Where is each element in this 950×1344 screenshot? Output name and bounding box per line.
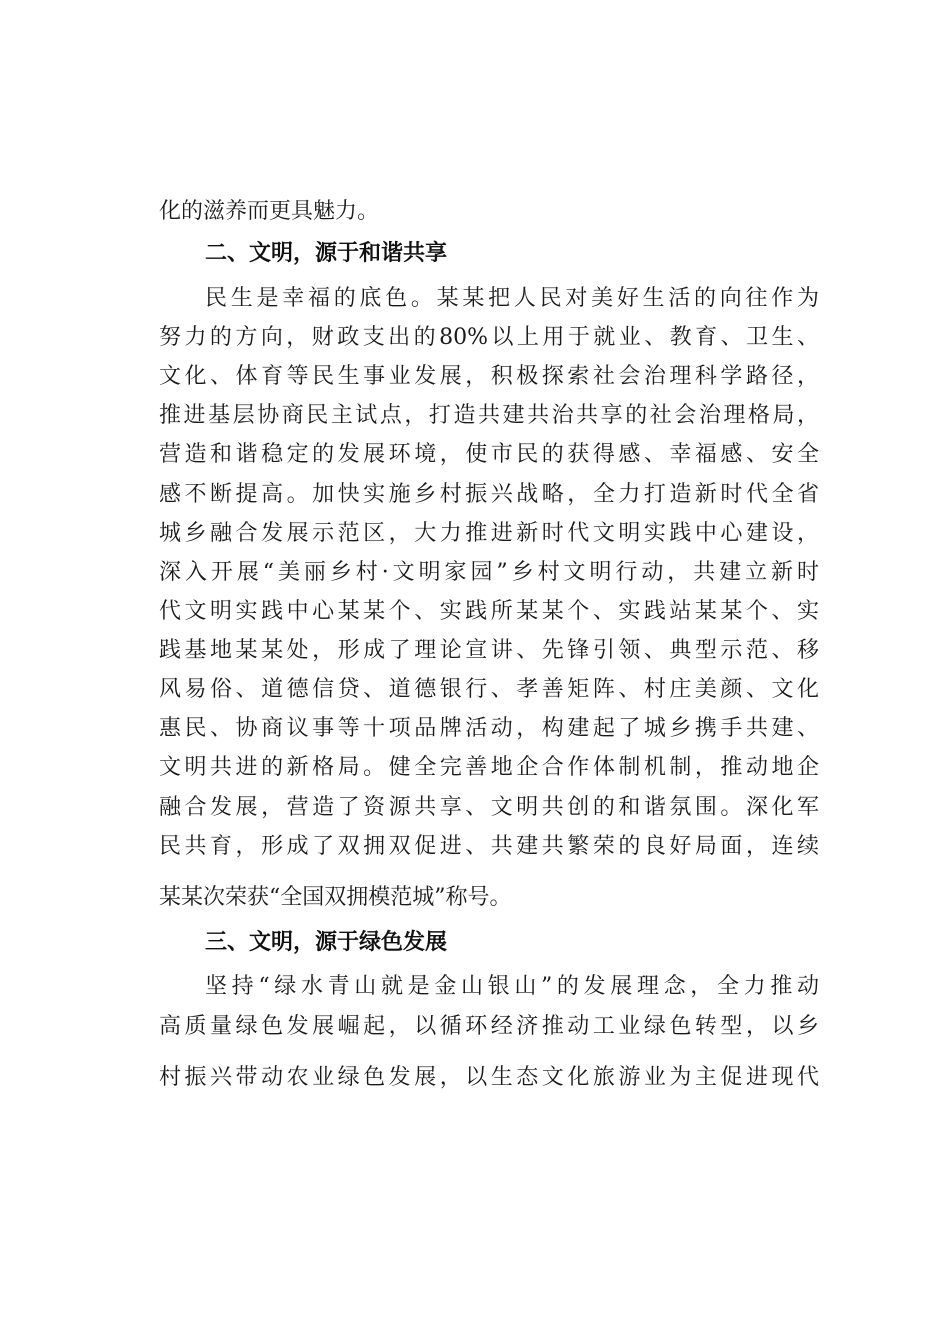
paragraph-line: 努力的方向，财政支出的80%以上用于就业、教育、卫生、 bbox=[159, 325, 819, 350]
paragraph-line: 融合发展，营造了资源共享、文明共创的和谐氛围。深化军 bbox=[159, 795, 819, 820]
paragraph-line: 代文明实践中心某某个、实践所某某个、实践站某某个、实 bbox=[159, 599, 819, 624]
paragraph-line: 营造和谐稳定的发展环境，使市民的获得感、幸福感、安全 bbox=[159, 442, 819, 467]
paragraph-line: 村振兴带动农业绿色发展，以生态文化旅游业为主促进现代 bbox=[159, 1065, 819, 1090]
paragraph-line: 文明共进的新格局。健全完善地企合作体制机制，推动地企 bbox=[159, 755, 819, 780]
paragraph-line: 文化、体育等民生事业发展，积极探索社会治理科学路径， bbox=[159, 364, 819, 389]
paragraph-line: 民共育，形成了双拥双促进、共建共繁荣的良好局面，连续 bbox=[159, 834, 819, 859]
paragraph-line: 城乡融合发展示范区，大力推进新时代文明实践中心建设， bbox=[159, 521, 819, 546]
paragraph-line: 坚持“绿水青山就是金山银山”的发展理念，全力推动 bbox=[205, 974, 819, 999]
paragraph-line: 化的滋养而更具魅力。 bbox=[159, 199, 380, 224]
paragraph-line: 惠民、协商议事等十项品牌活动，构建起了城乡携手共建、 bbox=[159, 716, 819, 741]
paragraph-line: 风易俗、道德信贷、道德银行、孝善矩阵、村庄美颜、文化 bbox=[159, 677, 819, 702]
paragraph-line: 某某次荣获“全国双拥模范城”称号。 bbox=[159, 885, 512, 910]
paragraph-line: 民生是幸福的底色。某某把人民对美好生活的向往作为 bbox=[205, 286, 819, 311]
section-heading: 三、文明，源于绿色发展 bbox=[205, 930, 448, 955]
paragraph-line: 感不断提高。加快实施乡村振兴战略，全力打造新时代全省 bbox=[159, 482, 819, 507]
paragraph-line: 践基地某某处，形成了理论宣讲、先锋引领、典型示范、移 bbox=[159, 638, 819, 663]
paragraph-line: 深入开展“美丽乡村·文明家园”乡村文明行动，共建立新时 bbox=[159, 560, 819, 585]
section-heading: 二、文明，源于和谐共享 bbox=[205, 241, 448, 266]
paragraph-line: 推进基层协商民主试点，打造共建共治共享的社会治理格局， bbox=[159, 403, 819, 428]
paragraph-line: 高质量绿色发展崛起，以循环经济推动工业绿色转型，以乡 bbox=[159, 1014, 819, 1039]
